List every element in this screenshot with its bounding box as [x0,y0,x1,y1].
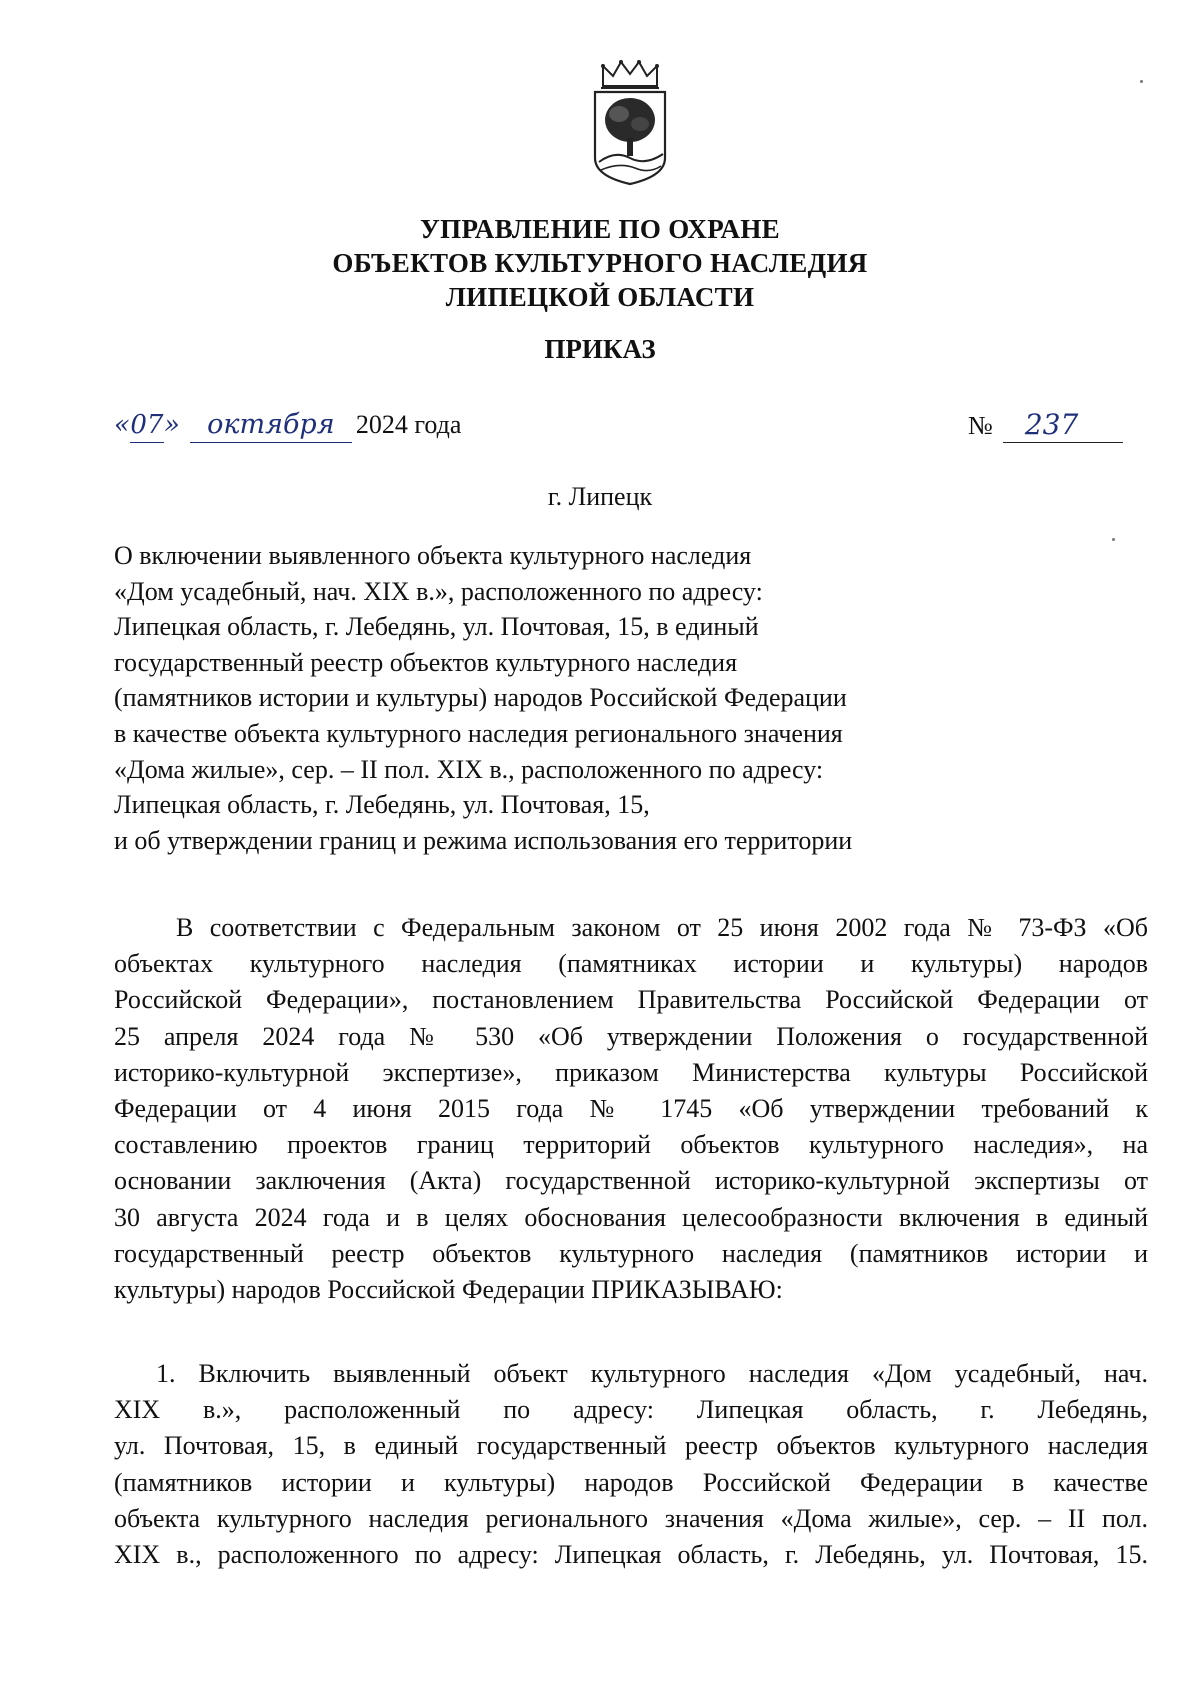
paragraph-line: культуры) народов Российской Федерации ПРИКАЗЫВАЮ: [114,1275,783,1305]
document-type: ПРИКАЗ [544,334,656,364]
order-item-1 [114,1356,1148,1573]
scan-speck [1112,538,1115,541]
paragraph-line: историко-культурной экспертизе», приказом Министерства культуры Российской [114,1057,1148,1087]
authority-line: ОБЪЕКТОВ КУЛЬТУРНОГО НАСЛЕДИЯ [332,248,868,278]
authority-line: УПРАВЛЕНИЕ ПО ОХРАНЕ [420,214,780,244]
paragraph-line: 30 августа 2024 года и в целях обоснования целесообразности включения в единый [114,1202,1148,1232]
lipetsk-region-emblem [585,58,675,186]
subject-line: (памятников истории и культуры) народов Российской Федерации [114,683,847,713]
issuing-authority [0,212,1200,314]
item-line: (памятников истории и культуры) народов Российской Федерации в качестве [114,1467,1148,1497]
item-line: 1. Включить выявленный объект культурного наследия «Дом усадебный, нач. [156,1359,1148,1388]
order-date [114,408,461,443]
paragraph-line: Российской Федерации», постановлением Правительства Российской Федерации от [114,985,1148,1015]
subject-line: государственный реестр объектов культурного наследия [114,647,738,677]
item-line: ул. Почтовая, 15, в единый государственный реестр объектов культурного наследия [114,1431,1148,1461]
paragraph-line: государственный реестр объектов культурного наследия (памятников истории и [114,1238,1148,1268]
subject-line: О включении выявленного объекта культурного наследия [114,541,752,570]
order-number [968,408,1123,443]
item-line: объекта культурного наследия регионального значения «Дома жилые», сер. – II пол. [114,1503,1148,1533]
subject-line: Липецкая область, г. Лебедянь, ул. Почтовая, 15, в единый [114,612,759,642]
preamble-paragraph [114,910,1148,1308]
subject-line: «Дома жилые», сер. – II пол. XIX в., расположенного по адресу: [114,754,824,784]
subject-line: и об утверждении границ и режима использования его территории [114,825,853,855]
scan-speck [1140,80,1143,83]
number-label: № [968,411,993,440]
date-day: 07 [130,408,164,443]
open-quote: « [114,410,130,440]
subject-line: «Дом усадебный, нач. XIX в.», расположенного по адресу: [114,576,763,606]
subject-line: в качестве объекта культурного наследия регионального значения [114,718,843,748]
authority-line: ЛИПЕЦКОЙ ОБЛАСТИ [445,282,755,312]
paragraph-line: основании заключения (Акта) государственной историко-культурной экспертизы от [114,1166,1148,1196]
paragraph-line: составлению проектов границ территорий объектов культурного наследия», на [114,1130,1148,1160]
date-year: 2024 года [355,410,462,439]
item-line: XIX в., расположенного по адресу: Липецкая область, г. Лебедянь, ул. Почтовая, 15. [114,1540,1148,1570]
paragraph-line: 25 апреля 2024 года № 530 «Об утверждении Положения о государственной [114,1021,1148,1051]
paragraph-line: Федерации от 4 июня 2015 года № 1745 «Об утверждении требований к [114,1094,1148,1124]
order-subject [114,538,852,858]
close-quote: » [163,410,180,440]
date-month: октября [190,408,352,443]
paragraph-line: объектах культурного наследия (памятниках истории и культуры) народов [114,949,1148,979]
item-line: XIX в.», расположенный по адресу: Липецкая область, г. Лебедянь, [114,1395,1148,1425]
place-of-issue: г. Липецк [547,482,653,511]
number-value: 237 [1003,408,1123,443]
paragraph-line: В соответствии с Федеральным законом от 25 июня 2002 года № 73-ФЗ «Об [176,913,1148,942]
subject-line: Липецкая область, г. Лебедянь, ул. Почтовая, 15, [114,790,650,820]
